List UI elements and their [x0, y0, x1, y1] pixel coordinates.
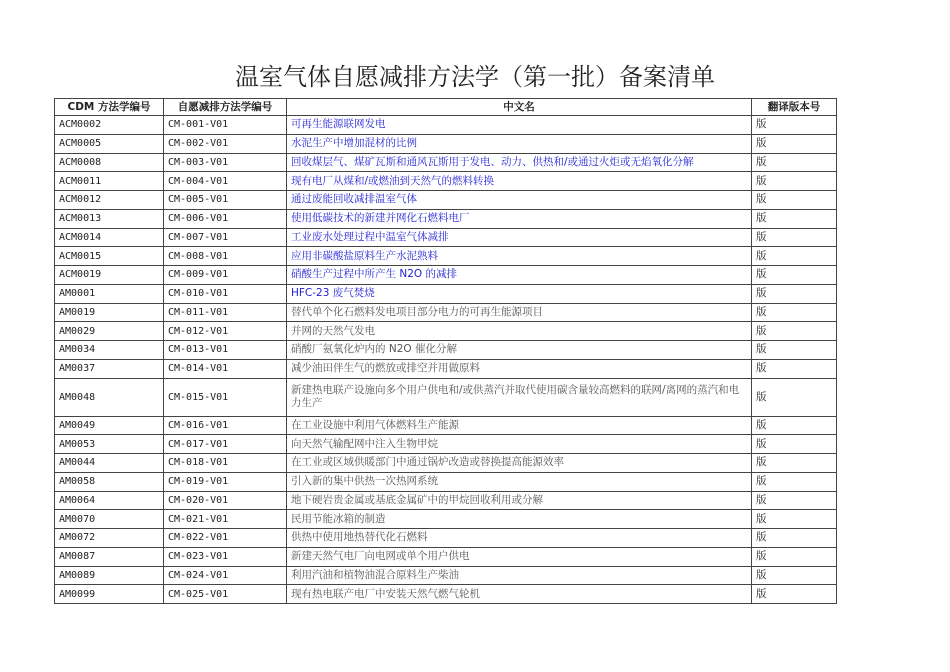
table-row — [55, 209, 837, 228]
methodology-name-link[interactable]: 通过废能回收减排温室气体 — [287, 191, 752, 210]
table-row — [55, 435, 837, 454]
cm-code-cell: CM-005-V01 — [164, 191, 287, 210]
cm-code-cell: CM-022-V01 — [164, 529, 287, 548]
table-row — [55, 491, 837, 510]
version-cell: 版 — [752, 228, 837, 247]
version-cell: 版 — [752, 454, 837, 473]
cdm-code-cell: ACM0015 — [55, 247, 164, 266]
methodology-name-cell: 供热中使用地热替代化石燃料 — [287, 529, 752, 548]
cm-code-cell: CM-024-V01 — [164, 566, 287, 585]
cm-code-cell: CM-018-V01 — [164, 454, 287, 473]
page-title: 温室气体自愿减排方法学（第一批）备案清单 — [235, 63, 715, 91]
cm-code-cell: CM-002-V01 — [164, 134, 287, 153]
cm-code-cell: CM-013-V01 — [164, 341, 287, 360]
cm-code-cell: CM-010-V01 — [164, 284, 287, 303]
methodology-name-cell: 在工业设施中利用气体燃料生产能源 — [287, 416, 752, 435]
methodology-name-cell: 新建天然气电厂向电网或单个用户供电 — [287, 547, 752, 566]
version-cell: 版 — [752, 172, 837, 191]
table-row — [55, 359, 837, 378]
methodology-name-cell: 在工业或区域供暖部门中通过锅炉改造或替换提高能源效率 — [287, 454, 752, 473]
cdm-code-cell: AM0070 — [55, 510, 164, 529]
methodology-name-cell: 向天然气输配网中注入生物甲烷 — [287, 435, 752, 454]
cm-code-cell: CM-011-V01 — [164, 303, 287, 322]
version-cell: 版 — [752, 153, 837, 172]
cdm-code-cell: AM0048 — [55, 378, 164, 416]
version-cell: 版 — [752, 566, 837, 585]
column-header-version: 翻译版本号 — [752, 99, 837, 116]
cdm-code-cell: AM0058 — [55, 472, 164, 491]
methodology-name-cell: 民用节能冰箱的制造 — [287, 510, 752, 529]
version-cell: 版 — [752, 547, 837, 566]
cdm-code-cell: AM0029 — [55, 322, 164, 341]
cdm-code-cell: ACM0019 — [55, 266, 164, 285]
methodology-name-link[interactable]: 应用非碳酸盐原料生产水泥熟料 — [287, 247, 752, 266]
version-cell: 版 — [752, 510, 837, 529]
column-header-cm: 自愿减排方法学编号 — [164, 99, 287, 116]
table-row — [55, 134, 837, 153]
methodology-name-cell: 现有热电联产电厂中安装天然气燃气轮机 — [287, 585, 752, 604]
version-cell: 版 — [752, 322, 837, 341]
cdm-code-cell: AM0019 — [55, 303, 164, 322]
version-cell: 版 — [752, 247, 837, 266]
methodology-name-cell: 利用汽油和植物油混合原料生产柴油 — [287, 566, 752, 585]
cm-code-cell: CM-003-V01 — [164, 153, 287, 172]
version-cell: 版 — [752, 472, 837, 491]
methodology-name-cell: 地下硬岩贵金属或基底金属矿中的甲烷回收利用或分解 — [287, 491, 752, 510]
version-cell: 版 — [752, 284, 837, 303]
cm-code-cell: CM-021-V01 — [164, 510, 287, 529]
cm-code-cell: CM-001-V01 — [164, 116, 287, 135]
cdm-code-cell: AM0034 — [55, 341, 164, 360]
table-row — [55, 172, 837, 191]
cdm-code-cell: ACM0005 — [55, 134, 164, 153]
methodology-name-cell: 引入新的集中供热一次热网系统 — [287, 472, 752, 491]
version-cell: 版 — [752, 435, 837, 454]
cdm-code-cell: AM0001 — [55, 284, 164, 303]
methodology-name-link[interactable]: 水泥生产中增加混材的比例 — [287, 134, 752, 153]
cm-code-cell: CM-016-V01 — [164, 416, 287, 435]
version-cell: 版 — [752, 491, 837, 510]
version-cell: 版 — [752, 585, 837, 604]
version-cell: 版 — [752, 303, 837, 322]
cm-code-cell: CM-019-V01 — [164, 472, 287, 491]
table-row — [55, 585, 837, 604]
version-cell: 版 — [752, 416, 837, 435]
cm-code-cell: CM-006-V01 — [164, 209, 287, 228]
cm-code-cell: CM-007-V01 — [164, 228, 287, 247]
methodology-name-cell: 并网的天然气发电 — [287, 322, 752, 341]
cdm-code-cell: AM0037 — [55, 359, 164, 378]
table-row — [55, 416, 837, 435]
cdm-code-cell: AM0087 — [55, 547, 164, 566]
cm-code-cell: CM-020-V01 — [164, 491, 287, 510]
table-row — [55, 153, 837, 172]
methodology-name-cell: 硝酸厂氨氧化炉内的 N2O 催化分解 — [287, 341, 752, 360]
cdm-code-cell: ACM0008 — [55, 153, 164, 172]
table-row — [55, 472, 837, 491]
cdm-code-cell: AM0099 — [55, 585, 164, 604]
methodology-name-cell: 替代单个化石燃料发电项目部分电力的可再生能源项目 — [287, 303, 752, 322]
cdm-code-cell: ACM0002 — [55, 116, 164, 135]
cdm-code-cell: ACM0012 — [55, 191, 164, 210]
cdm-code-cell: AM0044 — [55, 454, 164, 473]
table-header-row — [55, 99, 837, 116]
cdm-code-cell: AM0064 — [55, 491, 164, 510]
table-row — [55, 284, 837, 303]
version-cell: 版 — [752, 266, 837, 285]
cm-code-cell: CM-023-V01 — [164, 547, 287, 566]
cm-code-cell: CM-012-V01 — [164, 322, 287, 341]
table-row — [55, 303, 837, 322]
column-header-name: 中文名 — [287, 99, 752, 116]
table-row — [55, 228, 837, 247]
cdm-code-cell: AM0089 — [55, 566, 164, 585]
table-row — [55, 566, 837, 585]
version-cell: 版 — [752, 378, 837, 416]
cdm-code-cell: ACM0011 — [55, 172, 164, 191]
version-cell: 版 — [752, 529, 837, 548]
cdm-code-cell: AM0053 — [55, 435, 164, 454]
version-cell: 版 — [752, 359, 837, 378]
cdm-code-cell: AM0072 — [55, 529, 164, 548]
table-row — [55, 378, 837, 416]
table-row — [55, 322, 837, 341]
table-body — [55, 116, 837, 604]
column-header-cdm: CDM 方法学编号 — [55, 99, 164, 116]
methodology-table — [54, 98, 837, 604]
methodology-name-link[interactable]: 使用低碳技术的新建并网化石燃料电厂 — [287, 209, 752, 228]
cm-code-cell: CM-004-V01 — [164, 172, 287, 191]
methodology-name-link[interactable]: 硝酸生产过程中所产生 N2O 的减排 — [287, 266, 752, 285]
cdm-code-cell: AM0049 — [55, 416, 164, 435]
table-row — [55, 247, 837, 266]
methodology-name-cell: 新建热电联产设施向多个用户供电和/或供蒸汽并取代使用碳含量较高燃料的联网/离网的蒸汽和电力生产 — [287, 378, 752, 416]
cm-code-cell: CM-014-V01 — [164, 359, 287, 378]
methodology-name-link[interactable]: 工业废水处理过程中温室气体减排 — [287, 228, 752, 247]
version-cell: 版 — [752, 116, 837, 135]
cm-code-cell: CM-017-V01 — [164, 435, 287, 454]
table-row — [55, 529, 837, 548]
table-row — [55, 547, 837, 566]
cdm-code-cell: ACM0013 — [55, 209, 164, 228]
cm-code-cell: CM-009-V01 — [164, 266, 287, 285]
cm-code-cell: CM-015-V01 — [164, 378, 287, 416]
table-row — [55, 191, 837, 210]
cm-code-cell: CM-008-V01 — [164, 247, 287, 266]
table-row — [55, 454, 837, 473]
table-row — [55, 116, 837, 135]
version-cell: 版 — [752, 341, 837, 360]
methodology-name-link[interactable]: 回收煤层气、煤矿瓦斯和通风瓦斯用于发电、动力、供热和/或通过火炬或无焰氧化分解 — [287, 153, 752, 172]
methodology-name-link[interactable]: 现有电厂从煤和/或燃油到天然气的燃料转换 — [287, 172, 752, 191]
table-row — [55, 341, 837, 360]
methodology-name-cell: 减少油田伴生气的燃放或排空并用做原料 — [287, 359, 752, 378]
table-row — [55, 266, 837, 285]
cdm-code-cell: ACM0014 — [55, 228, 164, 247]
table-row — [55, 510, 837, 529]
version-cell: 版 — [752, 191, 837, 210]
methodology-name-link[interactable]: 可再生能源联网发电 — [287, 116, 752, 135]
version-cell: 版 — [752, 209, 837, 228]
version-cell: 版 — [752, 134, 837, 153]
methodology-name-link[interactable]: HFC-23 废气焚烧 — [287, 284, 752, 303]
cm-code-cell: CM-025-V01 — [164, 585, 287, 604]
